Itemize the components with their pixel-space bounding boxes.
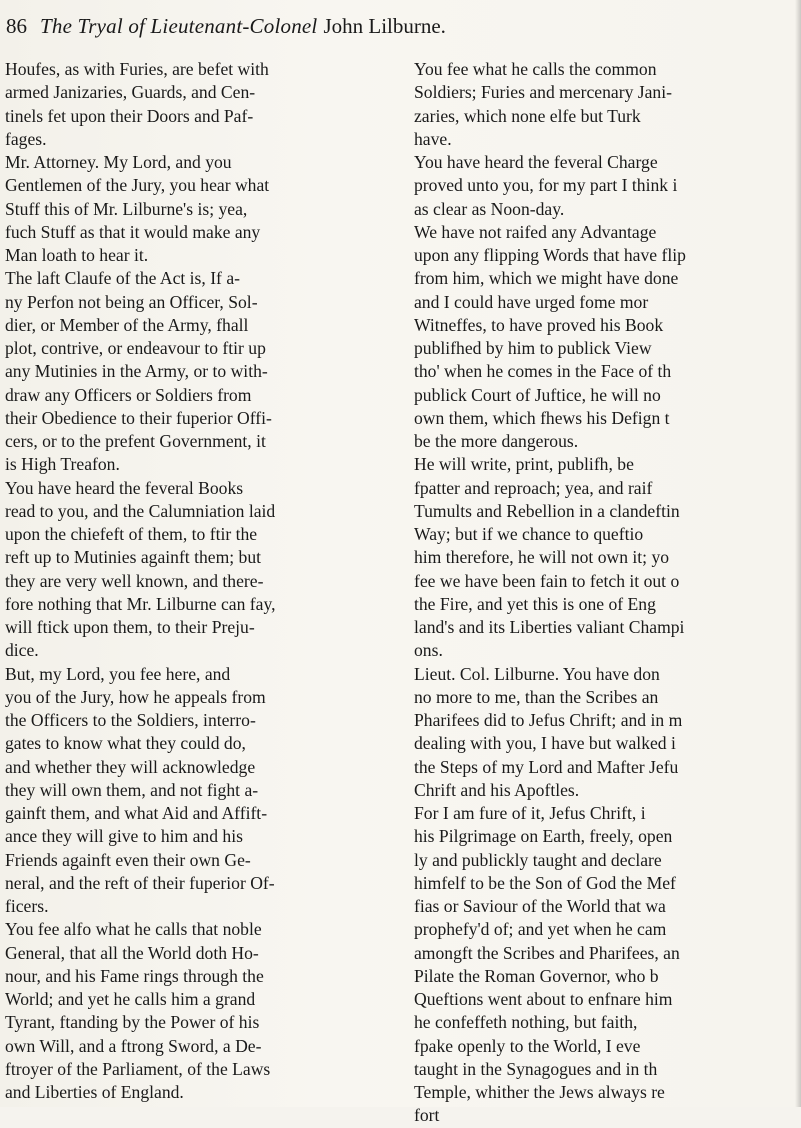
text-line: For I am fure of it, Jefus Chrift, i: [414, 803, 646, 823]
text-line: the Fire, and yet this is one of Eng: [414, 593, 656, 614]
text-line: Temple, whither the Jews always re: [414, 1082, 665, 1102]
text-line: they are very well known, and there-: [5, 570, 264, 591]
text-line: gainft them, and what Aid and Affift-: [5, 803, 268, 823]
text-line: ons.: [414, 640, 443, 661]
left-text-column: [5, 58, 387, 1104]
text-line: fore nothing that Mr. Lilburne can fay,: [5, 593, 276, 614]
text-line: fpake openly to the World, I eve: [414, 1035, 641, 1056]
text-line: himfelf to be the Son of God the Mef: [414, 872, 676, 893]
text-line: You fee alfo what he calls that noble: [5, 919, 262, 940]
text-line: World; and yet he calls him a grand: [5, 989, 256, 1009]
text-line: the Officers to the Soldiers, interro-: [5, 710, 256, 730]
text-line: him therefore, he will not own it; yo: [414, 547, 670, 568]
text-line: dier, or Member of the Army, fhall: [5, 314, 249, 335]
text-line: upon the chiefeft of them, to ftir the: [5, 524, 258, 544]
text-line: and Liberties of England.: [5, 1082, 184, 1102]
text-line: Way; but if we chance to queftio: [414, 524, 644, 544]
text-line: fort: [414, 1105, 440, 1126]
text-line: prophefy'd of; and yet when he cam: [414, 919, 667, 940]
text-line: be the more dangerous.: [414, 431, 579, 451]
text-line: as clear as Noon-day.: [414, 198, 565, 219]
text-line: publick Court of Juftice, he will no: [414, 384, 661, 405]
page-edge-shadow: [795, 0, 801, 1107]
text-line: Queftions went about to enfnare him: [414, 989, 673, 1009]
text-line: Friends againft even their own Ge-: [5, 849, 251, 870]
right-text-column: [414, 58, 801, 1128]
text-line: the Steps of my Lord and Mafter Jefu: [414, 756, 679, 777]
text-line: will ftick upon them, to their Preju-: [5, 617, 255, 637]
text-line: zaries, which none elfe but Turk: [414, 105, 641, 126]
text-line: is High Treafon.: [5, 454, 120, 475]
text-line: nour, and his Fame rings through the: [5, 965, 264, 986]
text-line: You have heard the feveral Books: [5, 477, 244, 498]
text-line: upon any flipping Words that have flip: [414, 245, 686, 265]
text-line: Witneffes, to have proved his Book: [414, 314, 664, 335]
text-line: you of the Jury, how he appeals from: [5, 686, 266, 707]
text-line: Chrift and his Apoftles.: [414, 779, 580, 800]
text-line: Man loath to hear it.: [5, 245, 149, 265]
text-line: they will own them, and not fight a-: [5, 779, 259, 800]
text-line: draw any Officers or Soldiers from: [5, 384, 252, 405]
text-line: tho' when he comes in the Face of th: [414, 361, 672, 382]
text-line: amongft the Scribes and Pharifees, an: [414, 942, 680, 963]
text-line: armed Janizaries, Guards, and Cen-: [5, 82, 256, 103]
text-line: proved unto you, for my part I think i: [414, 175, 678, 196]
text-line: fias or Saviour of the World that wa: [414, 896, 666, 916]
text-line: tinels fet upon their Doors and Paf-: [5, 105, 254, 126]
text-line: ftroyer of the Parliament, of the Laws: [5, 1058, 271, 1079]
text-line: You fee what he calls the common: [414, 59, 657, 79]
page-number: 86: [6, 14, 27, 38]
text-line: and I could have urged fome mor: [414, 291, 649, 312]
text-line: read to you, and the Calumniation laid: [5, 500, 276, 521]
text-line: fpatter and reproach; yea, and raif: [414, 477, 653, 498]
text-line: own Will, and a ftrong Sword, a De-: [5, 1035, 262, 1056]
text-line: no more to me, than the Scribes an: [414, 686, 659, 707]
text-line: You have heard the feveral Charge: [414, 152, 658, 172]
text-line: plot, contrive, or endeavour to ftir up: [5, 338, 266, 358]
text-line: Pilate the Roman Governor, who b: [414, 965, 659, 986]
text-line: his Pilgrimage on Earth, freely, open: [414, 826, 673, 847]
text-line: taught in the Synagogues and in th: [414, 1058, 658, 1079]
text-line: from him, which we might have done: [414, 268, 679, 289]
text-line: fuch Stuff as that it would make any: [5, 221, 261, 242]
text-line: ny Perfon not being an Officer, Sol-: [5, 291, 258, 312]
text-line: Mr. Attorney. My Lord, and you: [5, 152, 232, 172]
text-line: have.: [414, 128, 452, 149]
text-line: Tyrant, ftanding by the Power of his: [5, 1012, 260, 1033]
text-line: any Mutinies in the Army, or to with-: [5, 361, 268, 382]
text-line: ly and publickly taught and declare: [414, 849, 662, 870]
text-line: Soldiers; Furies and mercenary Jani-: [414, 82, 672, 103]
text-line: fee we have been fain to fetch it out o: [414, 570, 680, 591]
text-line: Tumults and Rebellion in a clandeftin: [414, 500, 680, 521]
text-line: publifhed by him to publick View: [414, 338, 652, 358]
text-line: Pharifees did to Jefus Chrift; and in m: [414, 710, 683, 730]
text-line: reft up to Mutinies againft them; but: [5, 547, 262, 568]
running-header: [6, 14, 796, 44]
text-line: Houfes, as with Furies, are befet with: [5, 59, 269, 79]
text-line: and whether they will acknowledge: [5, 756, 256, 777]
text-line: He will write, print, publifh, be: [414, 454, 634, 475]
text-line: ance they will give to him and his: [5, 826, 243, 847]
text-line: ficers.: [5, 896, 49, 916]
text-line: neral, and the reft of their fuperior Of-: [5, 872, 275, 893]
text-line: gates to know what they could do,: [5, 733, 246, 754]
text-line: Stuff this of Mr. Lilburne's is; yea,: [5, 198, 248, 219]
running-title: The Tryal of Lieutenant-Colonel: [40, 14, 318, 38]
text-line: We have not raifed any Advantage: [414, 221, 657, 242]
text-line: he confeffeth nothing, but faith,: [414, 1012, 638, 1033]
text-line: their Obedience to their fuperior Offi-: [5, 407, 272, 428]
text-line: The laft Claufe of the Act is, If a-: [5, 268, 240, 289]
text-line: Lieut. Col. Lilburne. You have don: [414, 663, 660, 684]
text-line: dice.: [5, 640, 39, 661]
text-line: dealing with you, I have but walked i: [414, 733, 676, 754]
text-line: own them, which fhews his Defign t: [414, 407, 670, 428]
text-line: General, that all the World doth Ho-: [5, 942, 259, 963]
running-title-name: John Lilburne.: [323, 14, 446, 38]
text-line: cers, or to the prefent Government, it: [5, 431, 266, 451]
text-line: fages.: [5, 128, 47, 149]
text-line: land's and its Liberties valiant Champi: [414, 617, 685, 637]
text-line: But, my Lord, you fee here, and: [5, 663, 231, 684]
text-line: Gentlemen of the Jury, you hear what: [5, 175, 270, 196]
